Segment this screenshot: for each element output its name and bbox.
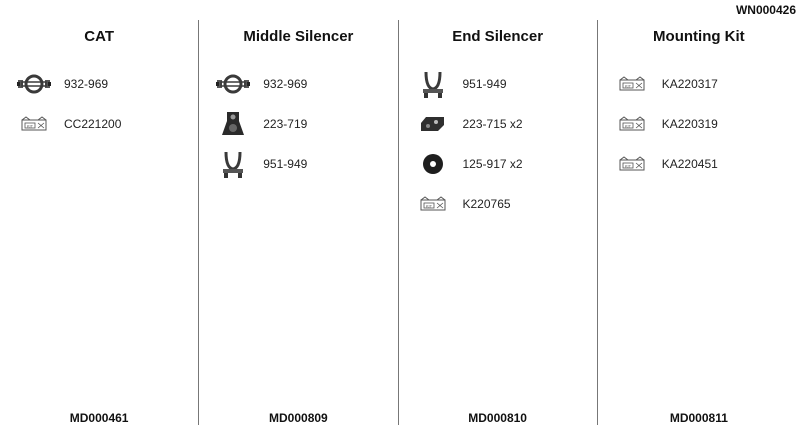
part-item[interactable] bbox=[16, 104, 198, 144]
part-number: 951-949 bbox=[263, 157, 308, 171]
part-number: 223-715 x2 bbox=[462, 117, 523, 131]
part-number: 125-917 x2 bbox=[462, 157, 523, 171]
part-number: CC221200 bbox=[64, 117, 122, 131]
column-cat bbox=[0, 20, 199, 425]
column-code: MD000811 bbox=[669, 411, 728, 425]
part-number: 223-719 bbox=[263, 117, 308, 131]
rubber-strip-icon bbox=[415, 108, 451, 140]
column-title: Mounting Kit bbox=[653, 28, 745, 45]
u-bolt-clamp-icon bbox=[415, 68, 451, 100]
u-bolt-clamp-icon bbox=[215, 148, 251, 180]
column-code: MD000809 bbox=[269, 411, 328, 425]
svg-text:KIT: KIT bbox=[624, 83, 631, 89]
parts-list bbox=[415, 64, 597, 224]
svg-text:KIT: KIT bbox=[624, 163, 631, 169]
part-number: 951-949 bbox=[462, 77, 507, 91]
rubber-mount-icon bbox=[215, 108, 251, 140]
rubber-ring-icon bbox=[415, 148, 451, 180]
part-number: KA220317 bbox=[661, 77, 718, 91]
part-item[interactable] bbox=[614, 144, 800, 184]
part-item[interactable] bbox=[415, 184, 597, 224]
reference-code: WN000426 bbox=[735, 3, 796, 17]
part-item[interactable] bbox=[215, 144, 397, 184]
kit-box-icon bbox=[614, 108, 650, 140]
column-middle-silencer bbox=[199, 20, 398, 425]
column-code: MD000461 bbox=[69, 411, 129, 425]
part-number: K220765 bbox=[462, 197, 511, 211]
pipe-clamp-icon bbox=[215, 68, 251, 100]
part-item[interactable] bbox=[614, 64, 800, 104]
part-number: KA220319 bbox=[661, 117, 718, 131]
part-item[interactable] bbox=[415, 104, 597, 144]
svg-text:KIT: KIT bbox=[624, 123, 631, 129]
column-title: CAT bbox=[84, 28, 114, 45]
column-title: Middle Silencer bbox=[243, 28, 354, 45]
svg-text:KIT: KIT bbox=[425, 203, 432, 209]
kit-box-icon bbox=[614, 148, 650, 180]
part-number: 932-969 bbox=[64, 77, 109, 91]
parts-list bbox=[16, 64, 198, 144]
column-end-silencer bbox=[399, 20, 598, 425]
kit-box-icon bbox=[415, 188, 451, 220]
kit-box-icon bbox=[614, 68, 650, 100]
part-item[interactable] bbox=[415, 64, 597, 104]
part-item[interactable] bbox=[215, 64, 397, 104]
column-code: MD000810 bbox=[468, 411, 527, 425]
parts-columns bbox=[0, 20, 800, 425]
part-item[interactable] bbox=[16, 64, 198, 104]
part-item[interactable] bbox=[614, 104, 800, 144]
parts-list bbox=[215, 64, 397, 184]
part-item[interactable] bbox=[415, 144, 597, 184]
parts-list bbox=[614, 64, 800, 184]
pipe-clamp-icon bbox=[16, 68, 52, 100]
svg-text:KIT: KIT bbox=[26, 123, 34, 129]
part-item[interactable] bbox=[215, 104, 397, 144]
column-mounting-kit bbox=[598, 20, 800, 425]
kit-box-icon bbox=[16, 108, 52, 140]
part-number: KA220451 bbox=[661, 157, 718, 171]
part-number: 932-969 bbox=[263, 77, 308, 91]
column-title: End Silencer bbox=[452, 28, 544, 45]
